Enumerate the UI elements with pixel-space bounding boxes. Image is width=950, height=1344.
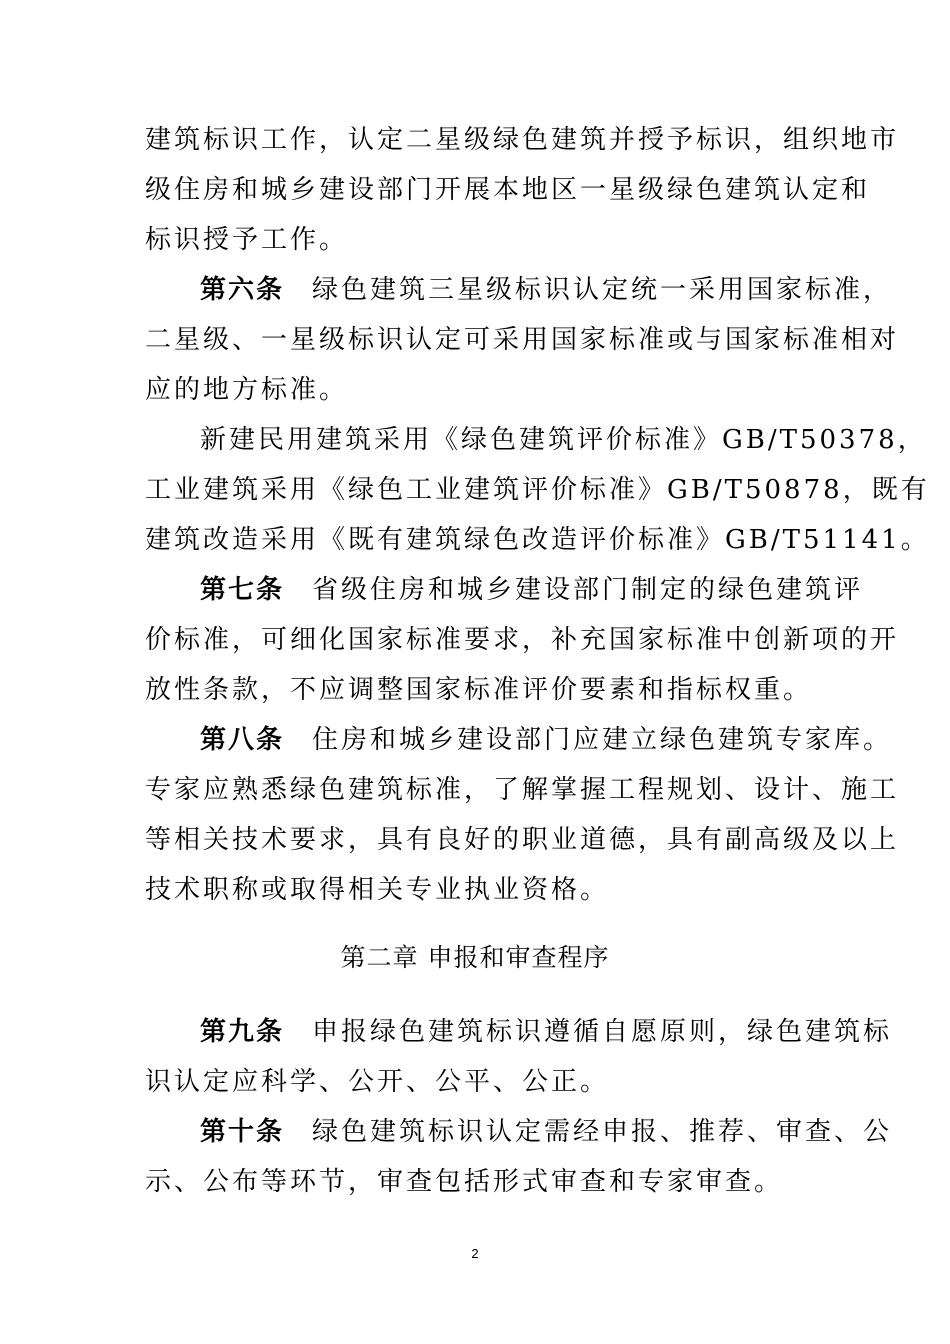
body-text-line: 等相关技术要求，具有良好的职业道德，具有副高级及以上 xyxy=(145,825,900,855)
body-text-line: 工业建筑采用《绿色工业建筑评价标准》GB/T50878，既有 xyxy=(145,475,930,505)
body-text-line: 专家应熟悉绿色建筑标准，了解掌握工程规划、设计、施工 xyxy=(145,775,900,805)
article-6-heading: 第六条 xyxy=(200,275,285,305)
body-text-line: 标识授予工作。 xyxy=(145,225,349,255)
page-number: 2 xyxy=(471,1246,479,1261)
body-text-line: 建筑改造采用《既有建筑绿色改造评价标准》GB/T51141。 xyxy=(145,525,930,555)
article-10-first-line xyxy=(200,1116,893,1148)
body-text-line: 新建民用建筑采用《绿色建筑评价标准》GB/T50378， xyxy=(200,425,927,455)
body-text: 住房和城乡建设部门应建立绿色建筑专家库。 xyxy=(312,725,893,755)
body-text-line: 技术职称或取得相关专业执业资格。 xyxy=(145,875,610,905)
body-text: 绿色建筑三星级标识认定统一采用国家标准， xyxy=(312,275,893,305)
body-text-line: 级住房和城乡建设部门开展本地区一星级绿色建筑认定和 xyxy=(145,175,871,205)
article-8-heading: 第八条 xyxy=(200,725,285,755)
article-9-first-line xyxy=(200,1016,893,1048)
article-9-heading: 第九条 xyxy=(200,1017,285,1047)
body-text-line: 识认定应科学、公开、公平、公正。 xyxy=(145,1067,610,1097)
body-text-line: 价标准，可细化国家标准要求，补充国家标准中创新项的开 xyxy=(145,625,900,655)
article-6-first-line xyxy=(200,274,893,306)
body-text-line: 二星级、一星级标识认定可采用国家标准或与国家标准相对 xyxy=(145,325,900,355)
body-text-line: 示、公布等环节，审查包括形式审查和专家审查。 xyxy=(145,1167,784,1197)
article-7-heading: 第七条 xyxy=(200,575,285,605)
article-8-first-line xyxy=(200,724,893,756)
article-10-heading: 第十条 xyxy=(200,1117,285,1147)
body-text-line: 放性条款，不应调整国家标准评价要素和指标权重。 xyxy=(145,675,813,705)
body-text-line: 应的地方标准。 xyxy=(145,375,349,405)
body-text: 省级住房和城乡建设部门制定的绿色建筑评 xyxy=(312,575,864,605)
chapter-title: 第二章 申报和审查程序 xyxy=(340,943,610,972)
article-7-first-line xyxy=(200,574,864,606)
body-text-line: 建筑标识工作，认定二星级绿色建筑并授予标识，组织地市 xyxy=(145,125,900,155)
body-text: 绿色建筑标识认定需经申报、推荐、审查、公 xyxy=(312,1117,893,1147)
body-text: 申报绿色建筑标识遵循自愿原则，绿色建筑标 xyxy=(312,1017,893,1047)
